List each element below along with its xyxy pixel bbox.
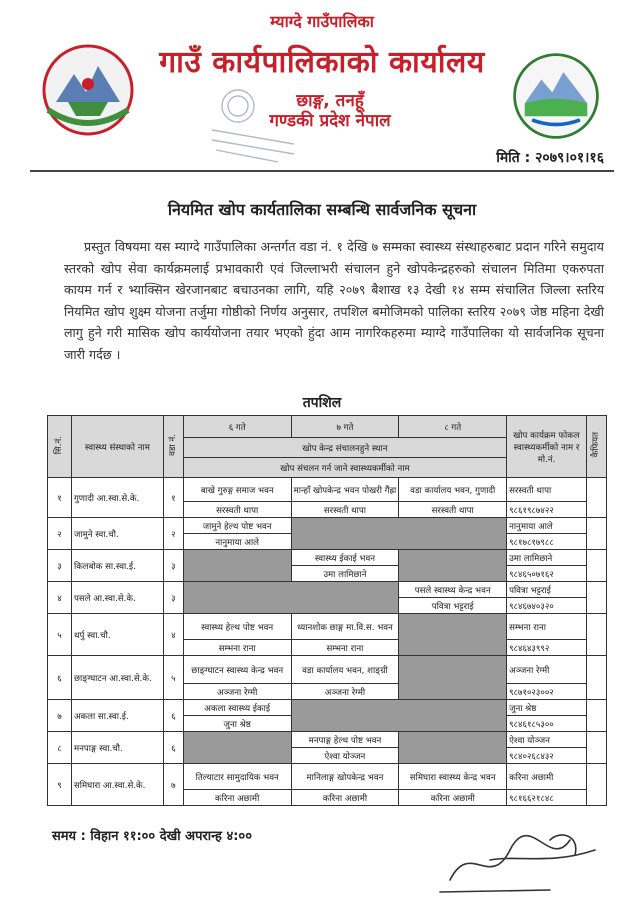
staff-day6: नानुमाया आले xyxy=(183,534,291,550)
focal-phone: ९८६१९८७४२२ xyxy=(507,502,587,518)
shaded-cell xyxy=(399,656,507,700)
venue-day8: पसले स्वास्थ्य केन्द्र भवन xyxy=(399,582,507,598)
row-institution: छाङ्ग्घाटन आ.स्वा.से.के. xyxy=(71,656,163,700)
staff-day7: सरस्वती थापा xyxy=(291,502,399,518)
municipality-name: म्याग्दे गाउँपालिका xyxy=(270,12,374,31)
shaded-cell xyxy=(291,518,507,550)
office-stamp-icon xyxy=(198,80,318,170)
municipality-logo-icon xyxy=(510,50,602,142)
table-row xyxy=(48,656,607,684)
row-remarks xyxy=(586,550,606,582)
row-remarks xyxy=(586,764,606,806)
venue-day7: वडा कार्यालय भवन, शाङ्ग्री xyxy=(291,656,399,684)
row-ward: ६ xyxy=(163,732,183,764)
staff-day6: सम्भना राना xyxy=(183,640,291,656)
row-remarks xyxy=(586,478,606,518)
staff-day7: सम्भना राना xyxy=(291,640,399,656)
row-ward: ३ xyxy=(163,582,183,614)
table-row xyxy=(48,582,607,598)
table-row xyxy=(48,732,607,748)
header-venue-row: खोप केन्द्र संचालनहुने स्थान xyxy=(183,438,506,458)
focal-phone: ९८७१०२३००२ xyxy=(507,684,587,700)
office-title: गाउँ कार्यपालिकाको कार्यालय xyxy=(159,45,485,80)
focal-phone: ९८४६७४०३२० xyxy=(507,598,587,614)
header-divider xyxy=(30,170,614,172)
header-day8: ८ गते xyxy=(399,416,507,438)
header-ward: वडा नं. xyxy=(163,416,183,478)
focal-name: पवित्रा भट्टराई xyxy=(507,582,587,598)
venue-day6: छाङ्ग्घाटन स्वास्थ्य केन्द्र भवन xyxy=(183,656,291,684)
focal-name: ऐश्वा योञ्जन xyxy=(507,732,587,748)
focal-phone: ९८४६१८५३०० xyxy=(507,716,587,732)
header-sn: सि.नं. xyxy=(48,416,72,478)
row-institution: मनपाङ्ग स्वा.चौ. xyxy=(71,732,163,764)
staff-day6: करिना अछामी xyxy=(183,790,291,806)
table-row xyxy=(48,518,607,534)
row-remarks xyxy=(586,700,606,732)
header-day6: ६ गते xyxy=(183,416,291,438)
row-sn: ४ xyxy=(48,582,72,614)
shaded-cell xyxy=(183,582,399,614)
shaded-cell xyxy=(183,550,291,582)
focal-name: नानुमाया आले xyxy=(507,518,587,534)
shaded-cell xyxy=(291,700,507,732)
header-focal: खोप कार्यक्रम फोकल स्वास्थ्यकर्मीको नाम र मो.नं. xyxy=(507,416,587,478)
row-sn: २ xyxy=(48,518,72,550)
focal-name: अञ्जना रेग्मी xyxy=(507,656,587,684)
venue-day7: ध्यानशोक छाङ्ग मा.वि.स. भवन xyxy=(291,614,399,640)
table-row xyxy=(48,614,607,640)
shaded-cell xyxy=(399,614,507,656)
venue-day6: तिल्याटार सामुदायिक भवन xyxy=(183,764,291,790)
notice-title: नियमित खोप कार्यतालिका सम्बन्धि सार्वजनिक सूचना xyxy=(167,200,477,219)
row-ward: ६ xyxy=(163,700,183,732)
staff-day7: करिना अछामी xyxy=(291,790,399,806)
shaded-cell xyxy=(183,732,291,764)
venue-day6: अकला स्वास्थ्य ईकाई xyxy=(183,700,291,716)
staff-day8: पवित्रा भट्टराई xyxy=(399,598,507,614)
header-institution: स्वास्थ्य संस्थाको नाम xyxy=(71,416,163,478)
table-row xyxy=(48,550,607,566)
office-province: गण्डकी प्रदेश नेपाल xyxy=(269,111,391,131)
focal-phone: ९८१६६२१८४८ xyxy=(507,790,587,806)
row-sn: ३ xyxy=(48,550,72,582)
staff-day7: ऐश्वा योञ्जन xyxy=(291,748,399,764)
notice-body: प्रस्तुत विषयमा यस म्याग्दे गाउँपालिका अन्तर्गत वडा नं. १ देखि ७ सम्मका स्वास्थ्य संस्थाहरुबाट प्रदान गरिने समुदाय स्तरको खोप सेवा कार्यक्रमलाई प्रभावकारी एवं जिल्लाभरी संचालन हुने खोपकेन्द्रहरुको संचालन मितिमा एकरुपता कायम गर्न र भ्याक्सिन खेरजानबाट बचाउनका लागि, यहि २०७९ बैशाख १३ देखी १४ सम्म संचालित जिल्ला स्तरिय नियमित खोप शुक्ष्म योजना तर्जुमा गोष्ठीको निर्णय अनुसार, तपशिल बमोजिमको पालिका स्तरिय २०७९ जेष्ठ महिना देखी लागु हुने गरी मासिक खोप कार्ययोजना तयार भएको हुंदा आम नागरिकहरुमा म्याग्दे गाउँपालिका यो सार्वजनिक सूचना जारी गर्दछ । xyxy=(64,239,604,362)
nepal-emblem-icon xyxy=(38,40,138,140)
office-place: छाङ्ग, तनहूँ xyxy=(296,91,364,111)
row-ward: ७ xyxy=(163,764,183,806)
staff-day7: उमा लामिछाने xyxy=(291,566,399,582)
staff-day8: करिना अछामी xyxy=(399,790,507,806)
focal-phone: ९८४०२६८४३२ xyxy=(507,748,587,764)
venue-day7: स्वास्थ्य ईकाई भवन xyxy=(291,550,399,566)
table-row xyxy=(48,478,607,502)
venue-day7: मानिलाङ्ग खोपकेन्द्र भवन xyxy=(291,764,399,790)
row-institution: थर्पु स्वा.चौ. xyxy=(71,614,163,656)
header-remarks: कैफियत xyxy=(586,416,606,478)
venue-day8: वडा कार्यालय भवन, गुणादी xyxy=(399,478,507,502)
venue-day8: समिघारा स्वास्थ्य केन्द्र भवन xyxy=(399,764,507,790)
schedule-table xyxy=(47,415,607,806)
shaded-cell xyxy=(399,550,507,582)
staff-day6: सरस्वती थापा xyxy=(183,502,291,518)
row-institution: जामुने स्वा.चौ. xyxy=(71,518,163,550)
row-ward: ५ xyxy=(163,656,183,700)
staff-day6: अञ्जना रेग्मी xyxy=(183,684,291,700)
row-ward: १ xyxy=(163,478,183,518)
venue-day6: स्वास्थ्य हेल्थ पोष्ट भवन xyxy=(183,614,291,640)
row-remarks xyxy=(586,656,606,700)
staff-day8: सरस्वती थापा xyxy=(399,502,507,518)
focal-phone: ९८१७८१७९८८ xyxy=(507,534,587,550)
row-remarks xyxy=(586,732,606,764)
header-staff-row: खोप संचलन गर्न जाने स्वास्थ्यकर्मीको नाम xyxy=(183,458,506,478)
table-row xyxy=(48,700,607,716)
signature-icon xyxy=(430,820,610,900)
focal-name: करिना अछामी xyxy=(507,764,587,790)
staff-day6: जुना श्रेष्ठ xyxy=(183,716,291,732)
venue-day6: बाखे गुरुङ्ग समाज भवन xyxy=(183,478,291,502)
row-ward: ३ xyxy=(163,550,183,582)
notice-date: मिति : २०७९।०१।१६ xyxy=(496,150,604,166)
venue-day7: मान्हाँ खोपकेन्द्र भवन पोखरी गैंह्रा xyxy=(291,478,399,502)
shaded-cell xyxy=(399,732,507,764)
row-remarks xyxy=(586,518,606,550)
row-institution: अकला सा.स्वा.ई. xyxy=(71,700,163,732)
table-caption: तपशिल xyxy=(302,395,342,411)
row-institution: पसले आ.स्वा.से.के. xyxy=(71,582,163,614)
row-institution: किलबोक सा.स्वा.ई. xyxy=(71,550,163,582)
row-institution: गुणादी आ.स्वा.से.के. xyxy=(71,478,163,518)
row-ward: २ xyxy=(163,518,183,550)
focal-phone: ९८४६५०७१६२ xyxy=(507,566,587,582)
row-sn: ५ xyxy=(48,614,72,656)
header-day7: ७ गते xyxy=(291,416,399,438)
row-sn: ६ xyxy=(48,656,72,700)
staff-day7: अञ्जना रेग्मी xyxy=(291,684,399,700)
row-sn: ७ xyxy=(48,700,72,732)
row-remarks xyxy=(586,614,606,656)
venue-day6: जामुने हेल्थ पोष्ट भवन xyxy=(183,518,291,534)
session-time: समय : विहान ११:०० देखी अपरान्ह ४:०० xyxy=(52,829,252,844)
venue-day7: मनपाङ्ग हेल्थ पोष्ट भवन xyxy=(291,732,399,748)
focal-name: सरस्वती थापा xyxy=(507,478,587,502)
row-sn: ९ xyxy=(48,764,72,806)
table-row xyxy=(48,764,607,790)
focal-name: जुना श्रेष्ठ xyxy=(507,700,587,716)
row-institution: समिघारा आ.स्वा.से.के. xyxy=(71,764,163,806)
row-ward: ४ xyxy=(163,614,183,656)
row-sn: १ xyxy=(48,478,72,518)
focal-name: सम्भना राना xyxy=(507,614,587,640)
focal-name: उमा लामिछाने xyxy=(507,550,587,566)
row-remarks xyxy=(586,582,606,614)
row-sn: ८ xyxy=(48,732,72,764)
focal-phone: ९८४६४३९९२ xyxy=(507,640,587,656)
